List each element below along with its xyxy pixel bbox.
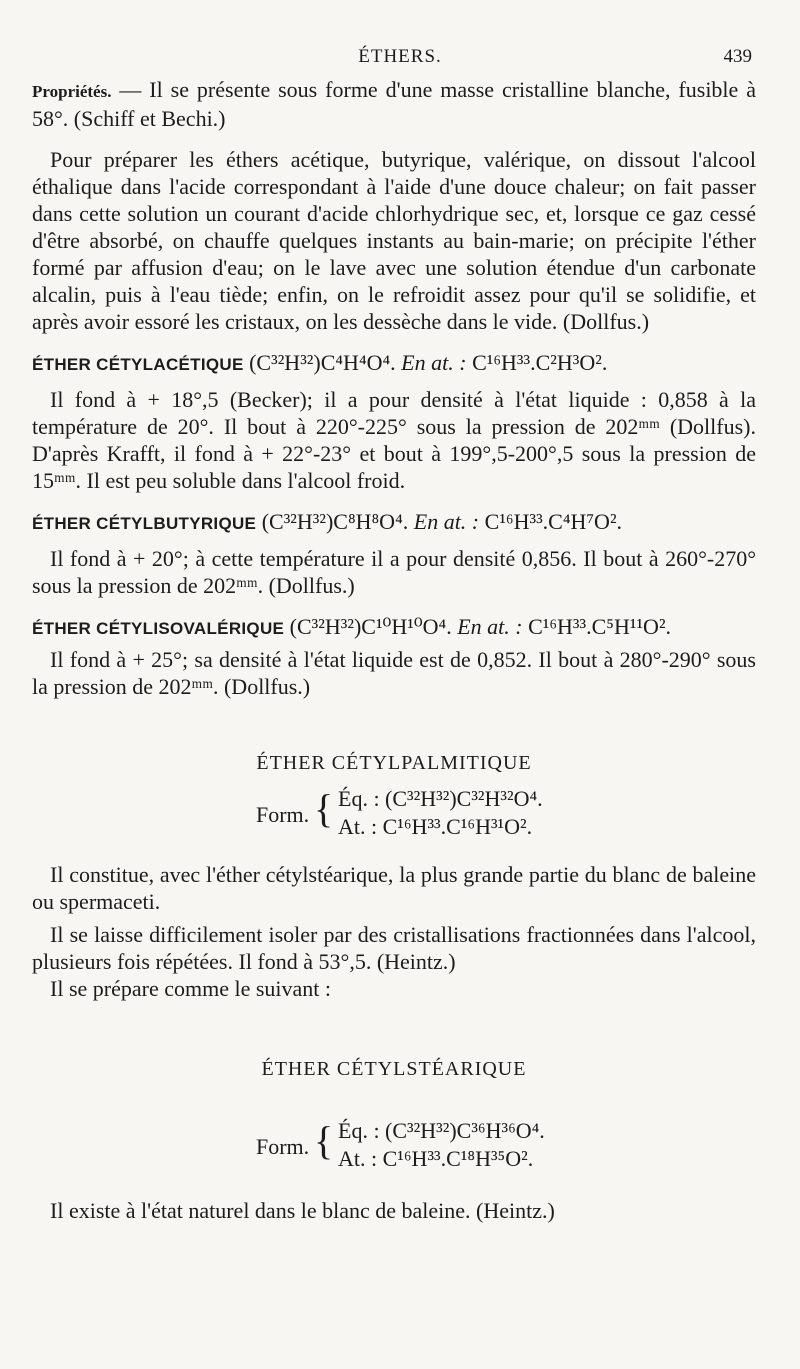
ether-title-isovalerique <box>32 613 756 642</box>
palmitique-paragraph-1: Il constitue, avec l'éther cétylstéarique, la plus grande partie du blanc de baleine ou spermaceti. <box>32 862 756 914</box>
ether-formula: (C³²H³²)C¹⁰H¹⁰O⁴. <box>289 614 452 639</box>
section-heading-palmitique: ÉTHER CÉTYLPALMITIQUE <box>256 752 532 774</box>
page-number: 439 <box>723 46 752 67</box>
ether-at-label: En at. : <box>401 350 467 375</box>
ether-title-butyrique <box>32 508 756 537</box>
ether-formula: (C³²H³²)C⁸H⁸O⁴. <box>261 509 409 534</box>
intro-label: Propriétés. <box>32 82 112 101</box>
formula-equivalent: Éq. : (C³²H³²)C³²H³²O⁴. <box>338 786 543 811</box>
running-header <box>0 40 800 70</box>
intro-paragraph <box>32 76 756 132</box>
formula-label: Form. <box>256 1134 310 1159</box>
palmitique-paragraph-3: Il se prépare comme le suivant : <box>50 976 332 1001</box>
ether-at-formula: C¹⁶H³³.C²H³O². <box>472 350 608 375</box>
formula-equivalent: Éq. : (C³²H³²)C³⁶H³⁶O⁴. <box>338 1118 545 1143</box>
formula-block-palmitique <box>32 785 756 845</box>
ether-name: ÉTHER CÉTYLBUTYRIQUE <box>32 514 257 533</box>
ether-title-acetique <box>32 349 756 378</box>
ether-at-formula: C¹⁶H³³.C⁴H⁷O². <box>484 509 623 534</box>
ether-at-label: En at. : <box>413 509 480 534</box>
stearique-paragraph-1: Il existe à l'état naturel dans le blanc de baleine. (Heintz.) <box>50 1198 555 1223</box>
palmitique-paragraph-2: Il se laisse difficilement isoler par des cristallisations fractionnées dans l'alcool, plusieurs fois répétées. Il fond à 53°,5. (Heintz.) <box>32 922 756 974</box>
formula-atomic: At. : C¹⁶H³³.C¹⁶H³¹O². <box>338 814 533 839</box>
ether-description: Il fond à + 20°; à cette température il a pour densité 0,856. Il bout à 260°-270° sous la pression de 202ᵐᵐ. (Dollfus.) <box>32 546 756 598</box>
formula-block-stearique <box>32 1117 756 1177</box>
ether-at-label: En at. : <box>457 614 523 639</box>
brace-glyph: { <box>314 1118 334 1163</box>
formula-label: Form. <box>256 802 310 827</box>
ether-name: ÉTHER CÉTYLACÉTIQUE <box>32 355 244 374</box>
ether-formula: (C³²H³²)C⁴H⁴O⁴. <box>249 350 396 375</box>
section-heading-stearique: ÉTHER CÉTYLSTÉARIQUE <box>261 1058 527 1080</box>
ether-description: Il fond à + 25°; sa densité à l'état liquide est de 0,852. Il bout à 280°-290° sous la pression de 202ᵐᵐ. (Dollfus.) <box>32 647 756 699</box>
brace-glyph: { <box>314 786 334 831</box>
preparation-paragraph: Pour préparer les éthers acétique, butyrique, valérique, on dissout l'alcool éthalique dans l'acide correspondant à l'aide d'une douce chaleur; on fait passer dans cette solution un courant d'acide chlorhydrique sec, et, lorsque ce gaz cessé d'être absorbé, on chauffe quelques instants au bain-marie; on précipite l'éther formé par affusion d'eau; on le lave avec une solution étendue d'un carbonate alcalin, puis à l'eau tiède; enfin, on le refroidit assez pour qu'il se solidifie, et après avoir essoré les cristaux, on les dessèche dans le vide. (Dollfus.) <box>32 147 756 334</box>
page-body <box>32 76 756 1224</box>
intro-text: — Il se présente sous forme d'une masse cristalline blanche, fusible à 58°. (Schiff et Bechi.) <box>32 77 756 131</box>
ether-description: Il fond à + 18°,5 (Becker); il a pour densité à l'état liquide : 0,858 à la température de 20°. Il bout à 220°-225° sous la pression de 202ᵐᵐ (Dollfus). D'après Krafft, il fond à + 22°-23° et bout à 199°,5-200°,5 sous la pression de 15ᵐᵐ. Il est peu soluble dans l'alcool froid. <box>32 387 756 493</box>
ether-name: ÉTHER CÉTYLISOVALÉRIQUE <box>32 619 285 638</box>
ether-at-formula: C¹⁶H³³.C⁵H¹¹O². <box>528 614 672 639</box>
running-title: ÉTHERS. <box>358 46 442 67</box>
formula-atomic: At. : C¹⁶H³³.C¹⁸H³⁵O². <box>338 1146 534 1171</box>
